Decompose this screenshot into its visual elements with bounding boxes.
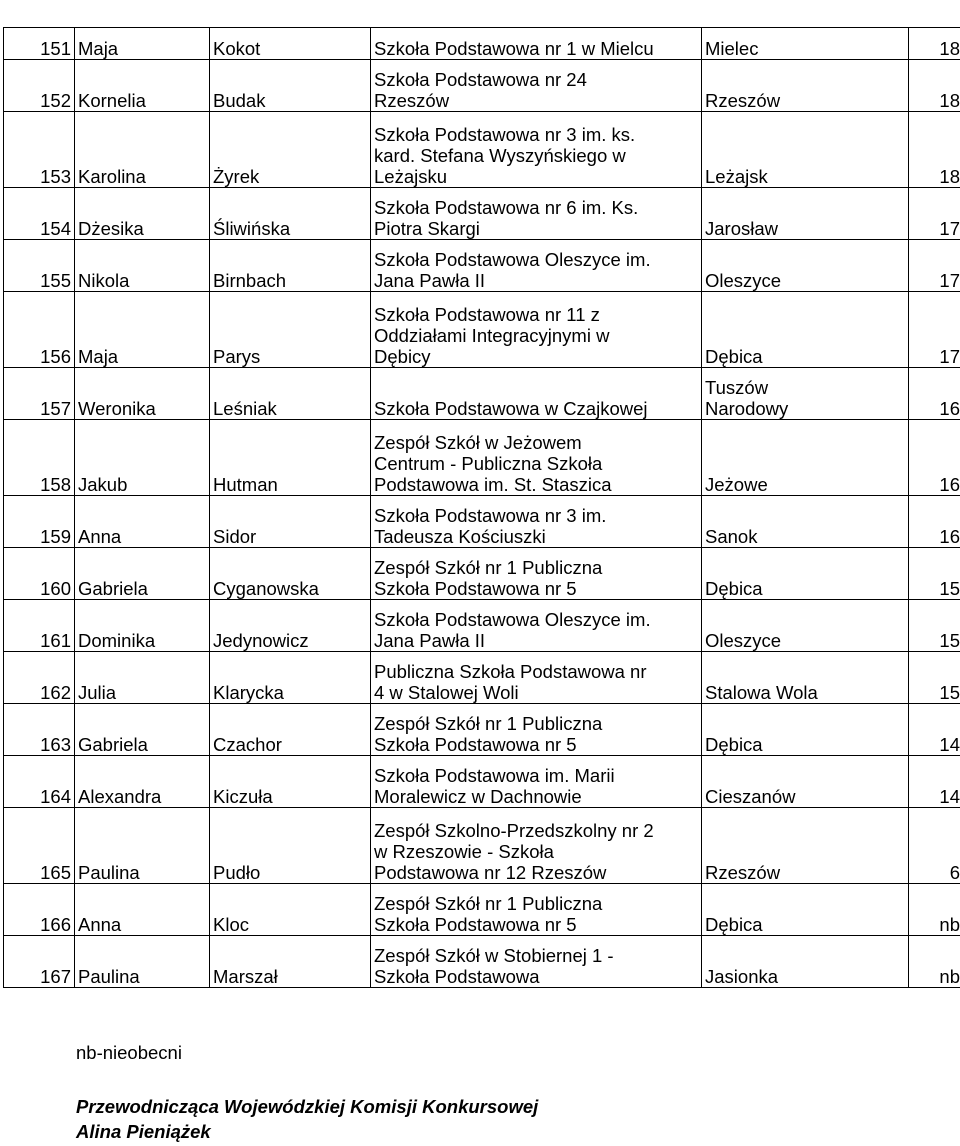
table-row (4, 704, 960, 756)
city-name-line: Mielec (705, 38, 759, 59)
school-name (371, 600, 702, 652)
first-name: Paulina (75, 808, 210, 884)
school-name (371, 240, 702, 292)
school-name-line: Zespół Szkół nr 1 Publiczna (374, 713, 603, 734)
city-name-line: Oleszyce (705, 270, 782, 291)
school-name-line: Moralewicz w Dachnowie (374, 786, 582, 807)
last-name: Czachor (210, 704, 371, 756)
first-name: Anna (75, 884, 210, 936)
school-name (371, 496, 702, 548)
first-name: Alexandra (75, 756, 210, 808)
school-name-line: Szkoła Podstawowa nr 3 im. ks. (374, 124, 636, 145)
school-name-line: Szkoła Podstawowa nr 11 z (374, 304, 600, 325)
city-name-line: Leżajsk (705, 166, 768, 187)
city-name-line: Narodowy (705, 398, 789, 419)
row-number: 162 (4, 652, 75, 704)
school-name-line: Zespół Szkół nr 1 Publiczna (374, 557, 603, 578)
last-name: Żyrek (210, 112, 371, 188)
school-name-line: Szkoła Podstawowa nr 24 (374, 69, 587, 90)
first-name: Maja (75, 28, 210, 60)
school-name-line: Szkoła Podstawowa nr 3 im. (374, 505, 607, 526)
city-name-line: Rzeszów (705, 862, 781, 883)
score: 18 (909, 60, 960, 112)
score: 14 (909, 704, 960, 756)
last-name: Marszał (210, 936, 371, 988)
school-name (371, 548, 702, 600)
school-name (371, 292, 702, 368)
city-name (702, 936, 909, 988)
first-name: Nikola (75, 240, 210, 292)
score: 17 (909, 240, 960, 292)
row-number: 156 (4, 292, 75, 368)
score: 14 (909, 756, 960, 808)
table-row (4, 188, 960, 240)
table-row (4, 28, 960, 60)
school-name-line: Leżajsku (374, 166, 448, 187)
row-number: 152 (4, 60, 75, 112)
city-name-line: Tuszów (705, 377, 769, 398)
first-name: Dżesika (75, 188, 210, 240)
city-name (702, 652, 909, 704)
score: 17 (909, 188, 960, 240)
last-name: Budak (210, 60, 371, 112)
city-name (702, 420, 909, 496)
first-name: Kornelia (75, 60, 210, 112)
last-name: Cyganowska (210, 548, 371, 600)
table-row (4, 884, 960, 936)
first-name: Paulina (75, 936, 210, 988)
table-row (4, 60, 960, 112)
school-name-line: Zespół Szkół w Stobiernej 1 - (374, 945, 614, 966)
first-name: Gabriela (75, 704, 210, 756)
school-name-line: Jana Pawła II (374, 630, 486, 651)
last-name: Sidor (210, 496, 371, 548)
table-row (4, 808, 960, 884)
last-name: Kiczuła (210, 756, 371, 808)
last-name: Parys (210, 292, 371, 368)
last-name: Kokot (210, 28, 371, 60)
school-name-line: Szkoła Podstawowa (374, 966, 540, 987)
row-number: 161 (4, 600, 75, 652)
school-name-line: Podstawowa im. St. Staszica (374, 474, 612, 495)
signature-name: Alina Pieniążek (76, 1121, 211, 1142)
last-name: Śliwińska (210, 188, 371, 240)
school-name-line: Szkoła Podstawowa nr 1 w Mielcu (374, 38, 654, 59)
city-name-line: Jasionka (705, 966, 779, 987)
city-name-line: Dębica (705, 734, 763, 755)
school-name-line: Zespół Szkół nr 1 Publiczna (374, 893, 603, 914)
table-row (4, 112, 960, 188)
school-name-line: Szkoła Podstawowa im. Marii (374, 765, 615, 786)
school-name-line: Szkoła Podstawowa nr 5 (374, 914, 577, 935)
school-name-line: Tadeusza Kościuszki (374, 526, 546, 547)
city-name (702, 292, 909, 368)
school-name-line: Zespół Szkół w Jeżowem (374, 432, 582, 453)
row-number: 154 (4, 188, 75, 240)
city-name (702, 28, 909, 60)
results-table (3, 27, 960, 988)
school-name-line: Zespół Szkolno-Przedszkolny nr 2 (374, 820, 654, 841)
city-name (702, 704, 909, 756)
school-name-line: Centrum - Publiczna Szkoła (374, 453, 603, 474)
score: 15 (909, 652, 960, 704)
city-name (702, 808, 909, 884)
first-name: Julia (75, 652, 210, 704)
city-name-line: Dębica (705, 578, 763, 599)
row-number: 166 (4, 884, 75, 936)
score: 18 (909, 112, 960, 188)
first-name: Weronika (75, 368, 210, 420)
score: 17 (909, 292, 960, 368)
school-name (371, 652, 702, 704)
results-body (4, 28, 960, 988)
school-name-line: Publiczna Szkoła Podstawowa nr (374, 661, 647, 682)
last-name: Pudło (210, 808, 371, 884)
score: 18 (909, 28, 960, 60)
school-name-line: Szkoła Podstawowa nr 5 (374, 734, 577, 755)
school-name (371, 368, 702, 420)
last-name: Kloc (210, 884, 371, 936)
school-name-line: Podstawowa nr 12 Rzeszów (374, 862, 607, 883)
row-number: 153 (4, 112, 75, 188)
school-name-line: Rzeszów (374, 90, 450, 111)
row-number: 163 (4, 704, 75, 756)
city-name-line: Dębica (705, 346, 763, 367)
table-row (4, 756, 960, 808)
score: 16 (909, 420, 960, 496)
city-name-line: Dębica (705, 914, 763, 935)
city-name-line: Jarosław (705, 218, 778, 239)
first-name: Maja (75, 292, 210, 368)
signature-block (76, 1094, 538, 1144)
score: nb (909, 884, 960, 936)
table-row (4, 548, 960, 600)
city-name (702, 188, 909, 240)
city-name-line: Stalowa Wola (705, 682, 818, 703)
school-name (371, 420, 702, 496)
school-name-line: Jana Pawła II (374, 270, 486, 291)
first-name: Karolina (75, 112, 210, 188)
school-name (371, 884, 702, 936)
first-name: Gabriela (75, 548, 210, 600)
first-name: Anna (75, 496, 210, 548)
last-name: Hutman (210, 420, 371, 496)
city-name (702, 884, 909, 936)
last-name: Birnbach (210, 240, 371, 292)
table-row (4, 420, 960, 496)
row-number: 167 (4, 936, 75, 988)
row-number: 155 (4, 240, 75, 292)
school-name-line: Piotra Skargi (374, 218, 480, 239)
row-number: 159 (4, 496, 75, 548)
row-number: 151 (4, 28, 75, 60)
school-name-line: Szkoła Podstawowa nr 6 im. Ks. (374, 197, 639, 218)
score: nb (909, 936, 960, 988)
first-name: Dominika (75, 600, 210, 652)
school-name-line: Szkoła Podstawowa Oleszyce im. (374, 609, 651, 630)
city-name (702, 600, 909, 652)
city-name-line: Oleszyce (705, 630, 782, 651)
school-name-line: w Rzeszowie - Szkoła (374, 841, 554, 862)
city-name (702, 756, 909, 808)
last-name: Jedynowicz (210, 600, 371, 652)
row-number: 165 (4, 808, 75, 884)
city-name (702, 240, 909, 292)
school-name-line: Szkoła Podstawowa nr 5 (374, 578, 577, 599)
score: 16 (909, 368, 960, 420)
city-name-line: Sanok (705, 526, 758, 547)
table-row (4, 600, 960, 652)
school-name (371, 112, 702, 188)
city-name-line: Jeżowe (705, 474, 768, 495)
signature-title: Przewodnicząca Wojewódzkiej Komisji Konkursowej (76, 1096, 539, 1117)
table-row (4, 652, 960, 704)
city-name (702, 112, 909, 188)
city-name (702, 496, 909, 548)
row-number: 160 (4, 548, 75, 600)
legend-note: nb-nieobecni (76, 1042, 182, 1063)
school-name-line: Szkoła Podstawowa w Czajkowej (374, 398, 648, 419)
school-name (371, 936, 702, 988)
school-name-line: Oddziałami Integracyjnymi w (374, 325, 610, 346)
city-name (702, 368, 909, 420)
last-name: Leśniak (210, 368, 371, 420)
table-row (4, 368, 960, 420)
table-row (4, 292, 960, 368)
score: 15 (909, 548, 960, 600)
school-name (371, 756, 702, 808)
score: 15 (909, 600, 960, 652)
row-number: 157 (4, 368, 75, 420)
school-name (371, 60, 702, 112)
school-name-line: kard. Stefana Wyszyńskiego w (374, 145, 626, 166)
school-name-line: Szkoła Podstawowa Oleszyce im. (374, 249, 651, 270)
last-name: Klarycka (210, 652, 371, 704)
table-row (4, 240, 960, 292)
score: 6 (909, 808, 960, 884)
city-name (702, 548, 909, 600)
row-number: 158 (4, 420, 75, 496)
school-name-line: 4 w Stalowej Woli (374, 682, 519, 703)
table-row (4, 936, 960, 988)
first-name: Jakub (75, 420, 210, 496)
row-number: 164 (4, 756, 75, 808)
school-name-line: Dębicy (374, 346, 431, 367)
table-row (4, 496, 960, 548)
city-name-line: Rzeszów (705, 90, 781, 111)
city-name (702, 60, 909, 112)
score: 16 (909, 496, 960, 548)
city-name-line: Cieszanów (705, 786, 796, 807)
school-name (371, 808, 702, 884)
school-name (371, 188, 702, 240)
school-name (371, 28, 702, 60)
school-name (371, 704, 702, 756)
